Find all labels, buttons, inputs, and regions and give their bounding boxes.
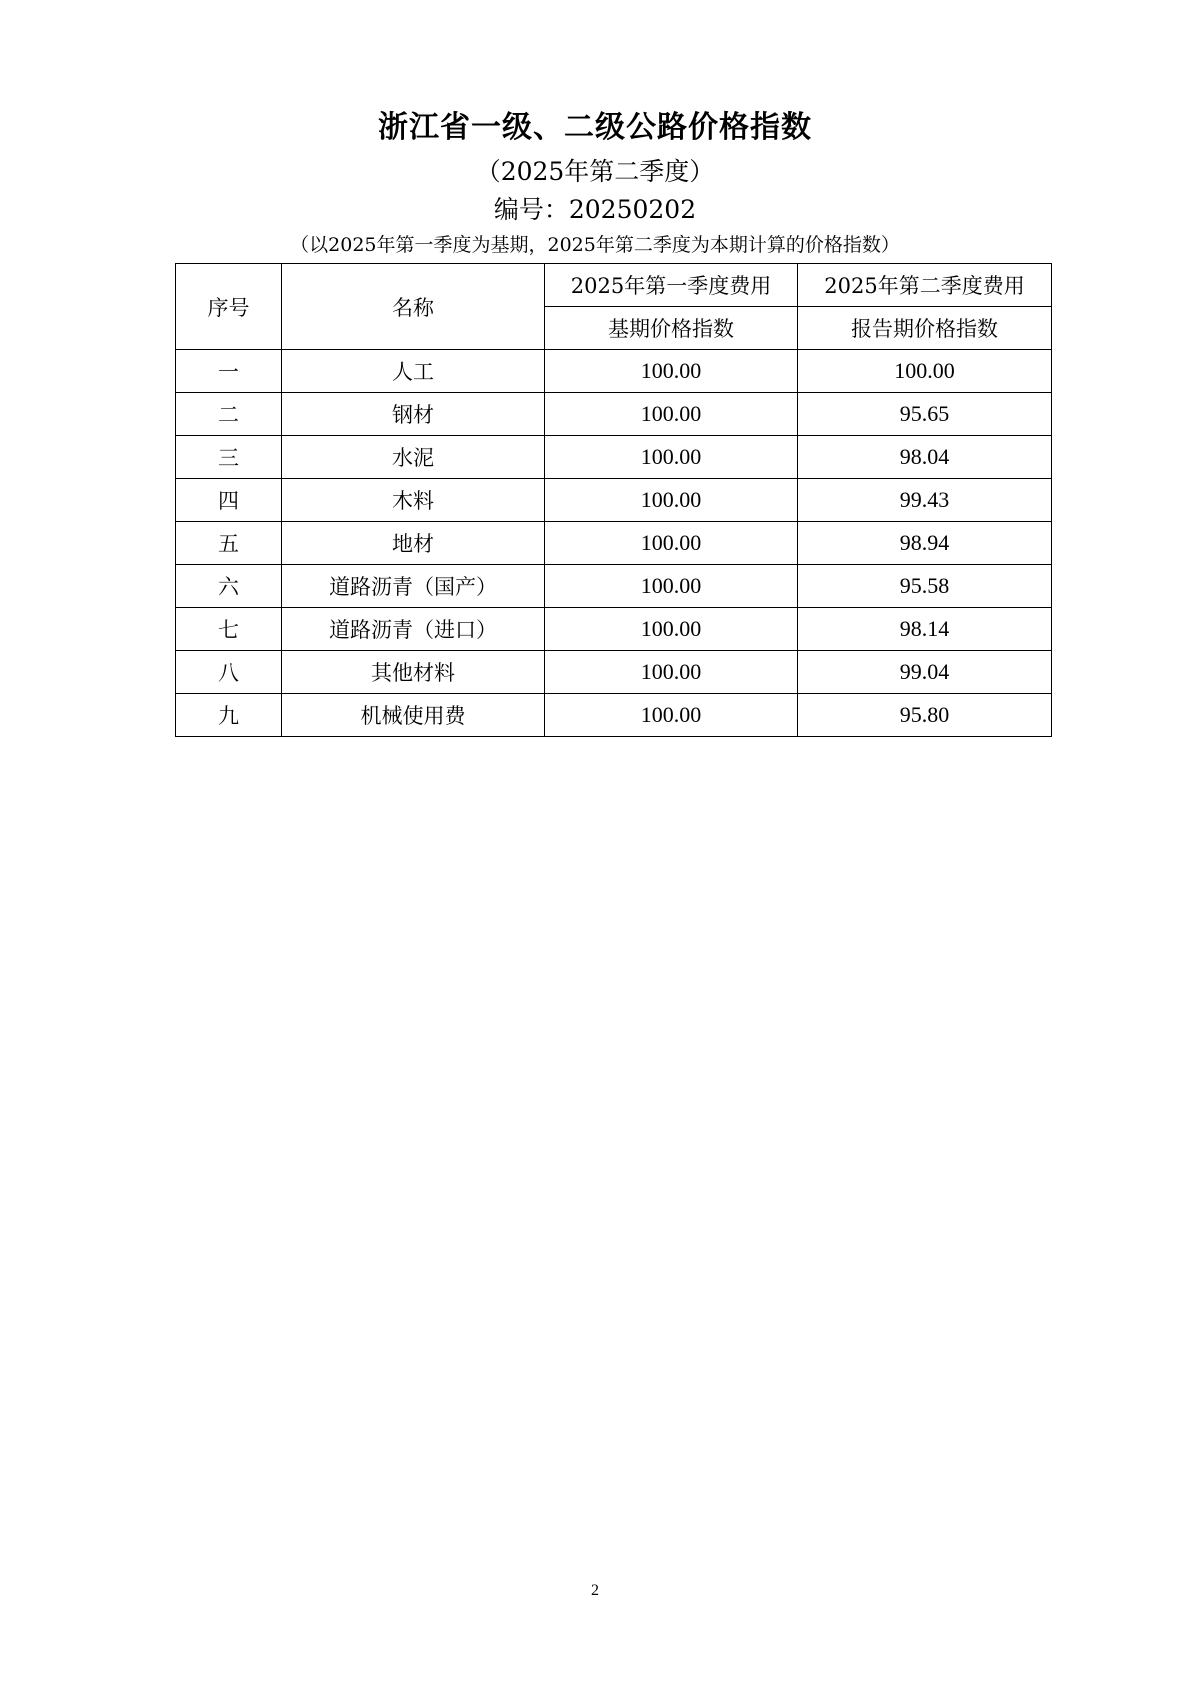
document-title: 浙江省一级、二级公路价格指数 bbox=[378, 110, 812, 145]
row-report-index: 95.58 bbox=[798, 565, 1052, 608]
table-row bbox=[176, 393, 1052, 436]
header-report-period-top: 2025年第二季度费用 bbox=[798, 264, 1052, 307]
row-report-index: 95.65 bbox=[798, 393, 1052, 436]
table-header-row bbox=[176, 264, 1052, 307]
row-name: 钢材 bbox=[282, 393, 545, 436]
row-no: 四 bbox=[176, 479, 282, 522]
row-name: 其他材料 bbox=[282, 651, 545, 694]
row-no: 五 bbox=[176, 522, 282, 565]
row-name: 道路沥青（国产） bbox=[282, 565, 545, 608]
header-name: 名称 bbox=[282, 264, 545, 350]
row-no: 二 bbox=[176, 393, 282, 436]
document-subtitle: （2025年第二季度） bbox=[475, 157, 715, 186]
table-row bbox=[176, 651, 1052, 694]
row-report-index: 99.04 bbox=[798, 651, 1052, 694]
row-report-index: 99.43 bbox=[798, 479, 1052, 522]
row-report-index: 95.80 bbox=[798, 694, 1052, 737]
page-number: 2 bbox=[591, 1582, 599, 1599]
header-base-period-top: 2025年第一季度费用 bbox=[545, 264, 798, 307]
row-name: 人工 bbox=[282, 350, 545, 393]
table-row bbox=[176, 694, 1052, 737]
table-row bbox=[176, 565, 1052, 608]
row-no: 八 bbox=[176, 651, 282, 694]
header-no: 序号 bbox=[176, 264, 282, 350]
table-row bbox=[176, 608, 1052, 651]
row-no: 一 bbox=[176, 350, 282, 393]
table-row bbox=[176, 436, 1052, 479]
row-no: 三 bbox=[176, 436, 282, 479]
document-code: 编号：20250202 bbox=[493, 195, 697, 224]
price-index-table bbox=[175, 263, 1052, 737]
row-base-index: 100.00 bbox=[545, 522, 798, 565]
table-row bbox=[176, 350, 1052, 393]
row-no: 七 bbox=[176, 608, 282, 651]
row-no: 六 bbox=[176, 565, 282, 608]
row-name: 木料 bbox=[282, 479, 545, 522]
row-base-index: 100.00 bbox=[545, 565, 798, 608]
row-base-index: 100.00 bbox=[545, 350, 798, 393]
row-name: 水泥 bbox=[282, 436, 545, 479]
row-base-index: 100.00 bbox=[545, 436, 798, 479]
row-base-index: 100.00 bbox=[545, 393, 798, 436]
header-base-period-bottom: 基期价格指数 bbox=[545, 307, 798, 350]
table-row bbox=[176, 522, 1052, 565]
row-report-index: 98.94 bbox=[798, 522, 1052, 565]
row-base-index: 100.00 bbox=[545, 694, 798, 737]
row-name: 道路沥青（进口） bbox=[282, 608, 545, 651]
row-no: 九 bbox=[176, 694, 282, 737]
row-base-index: 100.00 bbox=[545, 479, 798, 522]
document-note: （以2025年第一季度为基期，2025年第二季度为本期计算的价格指数） bbox=[290, 234, 900, 256]
row-report-index: 98.04 bbox=[798, 436, 1052, 479]
row-base-index: 100.00 bbox=[545, 651, 798, 694]
row-report-index: 98.14 bbox=[798, 608, 1052, 651]
table-row bbox=[176, 479, 1052, 522]
row-base-index: 100.00 bbox=[545, 608, 798, 651]
header-report-period-bottom: 报告期价格指数 bbox=[798, 307, 1052, 350]
row-name: 地材 bbox=[282, 522, 545, 565]
row-report-index: 100.00 bbox=[798, 350, 1052, 393]
row-name: 机械使用费 bbox=[282, 694, 545, 737]
